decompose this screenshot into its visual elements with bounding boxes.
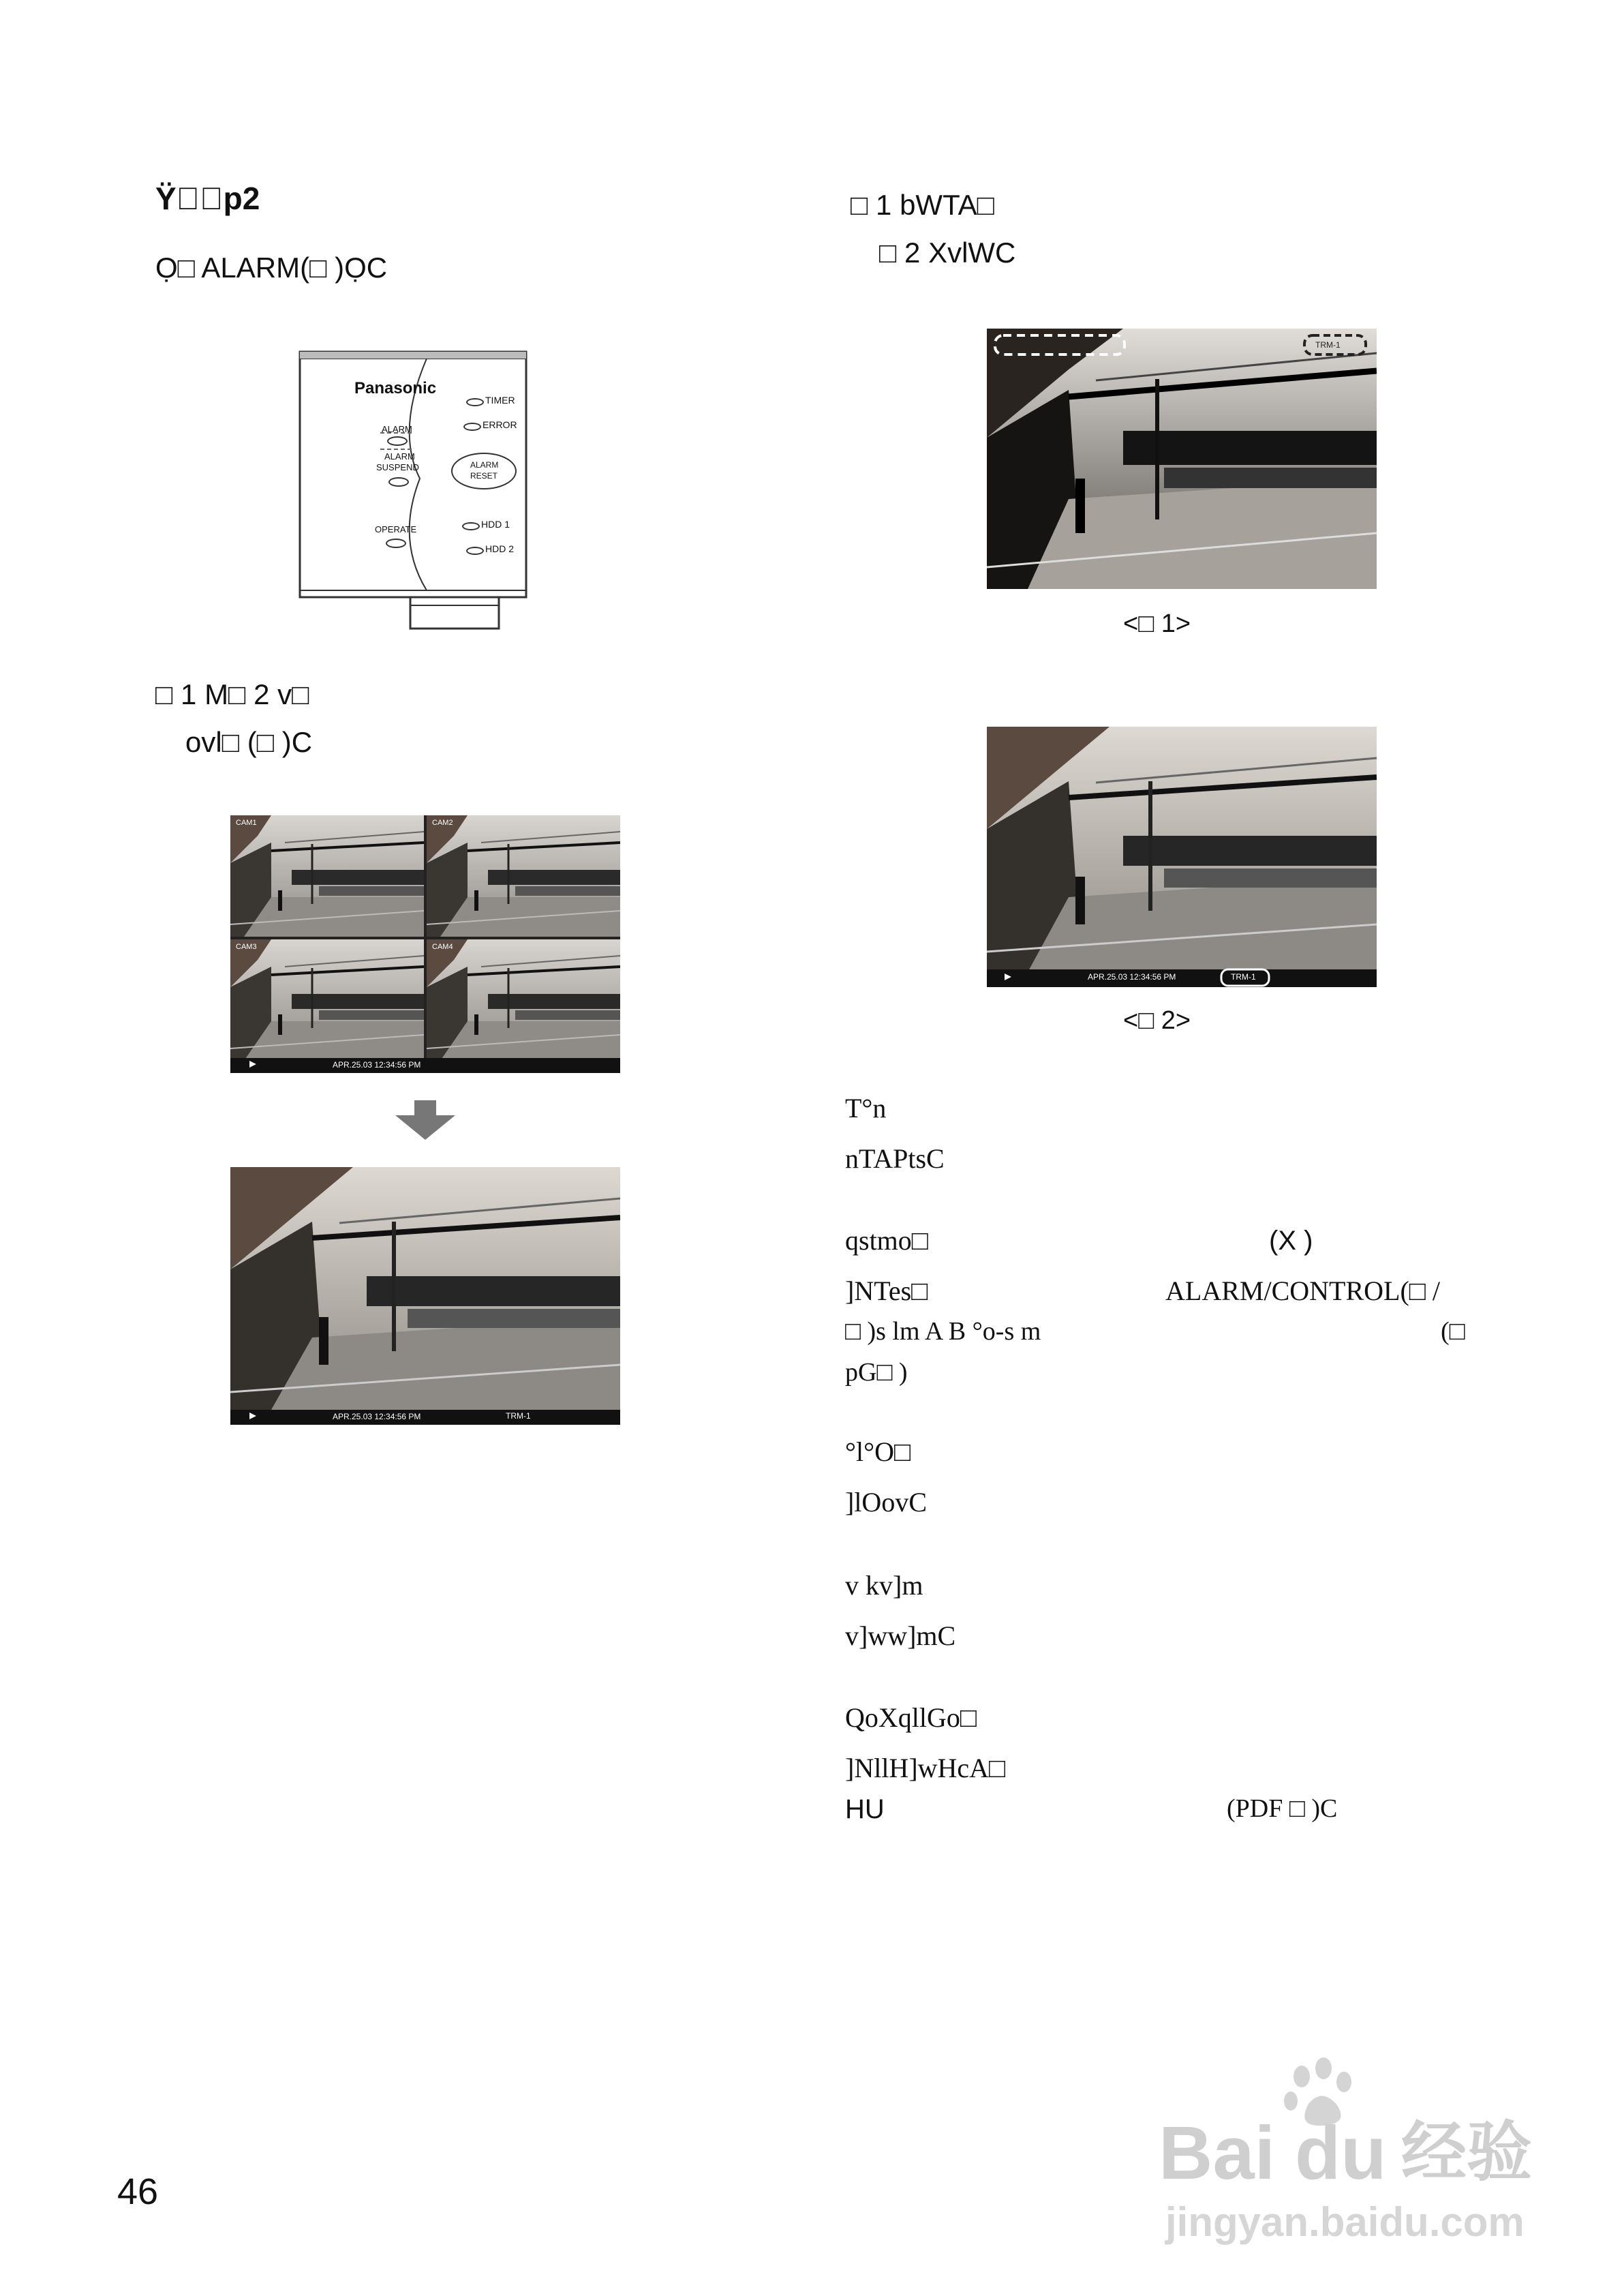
single-status-text: APR.25.03 12:34:56 PM <box>333 1412 421 1421</box>
page-number: 46 <box>117 2171 159 2212</box>
right-step-text-2: □ 2 XvlWC <box>879 237 1016 269</box>
note-4-line-2: v]ww]mC <box>845 1620 956 1651</box>
hdd2-lamp-icon <box>466 547 484 555</box>
quad-cam4-label: CAM4 <box>432 943 453 951</box>
panel-operate-label: OPERATE <box>375 524 417 534</box>
note-5-line-2: ]NllH]wHcA□ <box>845 1753 1006 1783</box>
panel-reset-label-1: ALARM <box>470 460 499 470</box>
figure-1-caption: <□ 1> <box>1123 609 1191 638</box>
alarm-suspend-lamp-icon <box>388 477 409 487</box>
timer-lamp-icon <box>466 398 484 406</box>
quad-screen-image <box>230 815 620 1073</box>
note-1-line-2: nTAPtsC <box>845 1143 945 1174</box>
note-5-line-1: QoXqllGo□ <box>845 1702 977 1733</box>
alarm-burst-icon <box>380 432 412 450</box>
note-5-line-3-right: (PDF □ )C <box>1227 1794 1338 1823</box>
figure-1-terminal-tag: TRM-1 <box>1315 340 1341 350</box>
note-2-line-2-right: ALARM/CONTROL(□ / <box>1165 1275 1441 1306</box>
single-terminal-tag: TRM-1 <box>506 1411 531 1421</box>
panel-hdd2-label: HDD 2 <box>485 543 515 554</box>
watermark-brand-a: Bai <box>1159 2111 1276 2195</box>
panel-timer-label: TIMER <box>485 395 515 406</box>
panel-error-label: ERROR <box>483 419 517 430</box>
figure-1-screen-image <box>987 329 1377 589</box>
note-2-line-4: pG□ ) <box>845 1358 908 1387</box>
note-2-line-3: □ )s lm A B °o-s m <box>845 1317 1041 1346</box>
figure-2-status-text: APR.25.03 12:34:56 PM <box>1088 972 1176 982</box>
figure-2-screen-image <box>987 727 1377 987</box>
right-step-text-1: □ 1 bWTA□ <box>851 189 994 221</box>
error-lamp-icon <box>463 423 481 431</box>
quad-cam1-label: CAM1 <box>236 819 257 827</box>
note-4-line-1: v kv]m <box>845 1570 923 1601</box>
play-icon <box>249 1413 256 1419</box>
operate-lamp-icon <box>386 539 406 548</box>
quad-status-text: APR.25.03 12:34:56 PM <box>333 1060 421 1070</box>
note-1-line-1: T°n <box>845 1093 887 1123</box>
watermark-brand-cn: 经验 <box>1401 2116 1532 2189</box>
hdd1-lamp-icon <box>462 522 480 530</box>
play-icon <box>1005 973 1011 980</box>
note-3-line-1: °l°O□ <box>845 1436 911 1467</box>
note-2-line-1: qstmo□ <box>845 1225 928 1256</box>
play-icon <box>249 1061 256 1068</box>
single-screen-image <box>230 1167 620 1425</box>
figure-2-terminal-tag: TRM-1 <box>1231 972 1256 982</box>
quad-cam3-label: CAM3 <box>236 943 257 951</box>
alarm-instruction: Ọ□ ALARM(□ )ỌC <box>155 252 388 284</box>
watermark-url: jingyan.baidu.com <box>1165 2199 1525 2245</box>
step-text-2: ovl□ (□ )C <box>185 726 313 758</box>
panel-reset-label-2: RESET <box>470 471 498 481</box>
note-3-line-2: ]lOovC <box>845 1487 927 1517</box>
panel-alarm-suspend-label-1: ALARM <box>384 451 415 462</box>
section-heading: Ÿ  p2 <box>155 181 260 216</box>
figure-2-caption: <□ 2> <box>1123 1006 1191 1035</box>
note-5-line-3: HU <box>845 1794 885 1824</box>
watermark-brand-b: du <box>1295 2111 1387 2195</box>
panel-hdd1-label: HDD 1 <box>481 519 510 530</box>
note-2-line-2: ]NTes□ <box>845 1275 928 1306</box>
quad-cam2-label: CAM2 <box>432 819 453 827</box>
step-text-1: □ 1 M□ 2 v□ <box>155 678 309 710</box>
panel-alarm-suspend-label-2: SUSPEND <box>376 462 419 472</box>
note-2-line-1-right: (X ) <box>1269 1226 1313 1256</box>
note-2-line-3-right: (□ <box>1441 1317 1465 1346</box>
panel-brand-logo: Panasonic <box>354 379 437 397</box>
down-arrow-icon <box>395 1100 455 1140</box>
panel-alarm-label: ALARM <box>382 424 412 434</box>
